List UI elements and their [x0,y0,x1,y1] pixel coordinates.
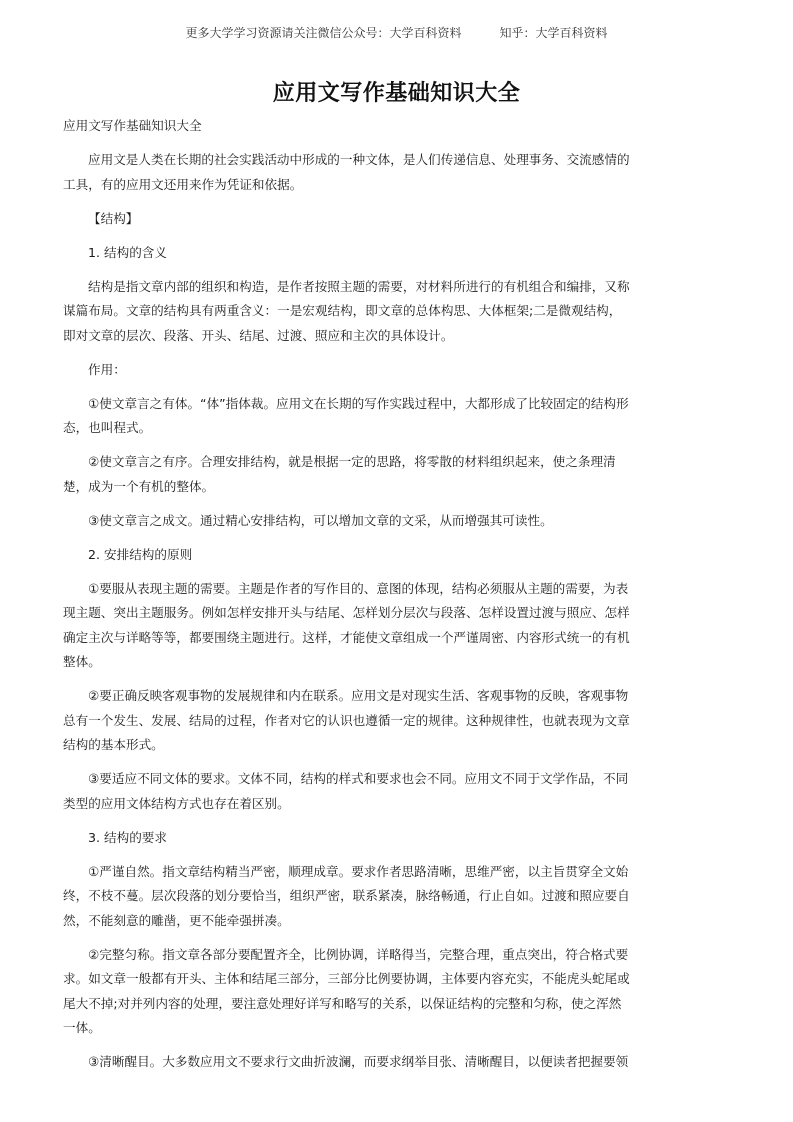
paragraph-line: ②使文章言之有序。合理安排结构，就是根据一定的思路，将零散的材料组织起来，使之条理清 [88,454,616,469]
paragraph-line: ①严谨自然。指文章结构精当严密，顺理成章。要求作者思路清晰，思维严密，以主旨贯穿全文始 [88,863,629,879]
paragraph-line: ③清晰醒目。大多数应用文不要求行文曲折波澜，而要求纲举目张、清晰醒目，以便读者把握要领 [88,1054,629,1069]
paragraph-line: 求。如文章一般都有开头、主体和结尾三部分，三部分比例要协调，主体要内容充实，不能虎头蛇尾或 [63,971,630,986]
paragraph-line: ③要适应不同文体的要求。文体不同，结构的样式和要求也会不同。应用文不同于文学作品，不同 [88,771,629,786]
paragraph-line: 现主题、突出主题服务。例如怎样安排开头与结尾、怎样划分层次与段落、怎样设置过渡与照应、怎样 [63,605,630,620]
paragraph-line: 作用： [88,361,126,377]
paragraph-line: 2. 安排结构的原则 [88,546,193,562]
paragraph-line: 即对文章的层次、段落、开头、结尾、过渡、照应和主次的具体设计。 [63,327,454,343]
paragraph [63,392,643,441]
paragraph-line: ①使文章言之有体。“体”指体裁。应用文在长期的写作实践过程中，大都形成了比较固定的结构形 [88,395,629,411]
paragraph-line: ②完整匀称。指文章各部分要配置齐全，比例协调，详略得当，完整合理，重点突出，符合格式要 [88,946,629,962]
document-title: 应用文写作基础知识大全 [272,81,521,106]
paragraph-line: ③使文章言之成文。通过精心安排结构，可以增加文章的文采，从而增强其可读性。 [88,512,553,528]
paragraph-line: 结构的基本形式。 [63,737,164,752]
paragraph-line: 1. 结构的含义 [88,244,167,260]
document-body [63,114,643,1084]
paragraph [63,684,643,758]
header-right-text: 知乎：大学百科资料 [499,26,608,40]
paragraph [63,207,643,232]
paragraph [63,1050,643,1075]
paragraph-line: ①要服从表现主题的需要。主题是作者的写作目的、意图的体现，结构必须服从主题的需要，为表 [88,580,629,596]
paragraph [63,509,643,534]
paragraph-line: 终，不枝不蔓。层次段落的划分要恰当，组织严密，联系紧凑，脉络畅通，行止自如。过渡和照应要自 [63,888,630,903]
paragraph-line: 一体。 [63,1020,101,1035]
paragraph-line: 类型的应用文体结构方式也存在着区别。 [63,795,290,811]
paragraph-line: 整体。 [63,654,101,669]
paragraph [63,450,643,499]
paragraph-line: ②要正确反映客观事物的发展规律和内在联系。应用文是对现实生活、客观事物的反映，客观事物 [88,688,629,703]
paragraph-line: 然，不能刻意的雕凿，更不能牵强拼凑。 [63,912,290,928]
paragraph [63,241,643,266]
paragraph-line: 楚，成为一个有机的整体。 [63,478,215,494]
paragraph-line: 【结构】 [88,210,139,226]
paragraph-line: 结构是指文章内部的组织和构造，是作者按照主题的需要，对材料所进行的有机组合和编排，又称 [88,278,630,294]
paragraph [63,358,643,383]
header-left-text: 更多大学学习资源请关注微信公众号：大学百科资料 [185,26,462,40]
paragraph [63,860,643,934]
page-header [0,24,793,41]
paragraph [63,767,643,816]
paragraph-line: 应用文是人类在长期的社会实践活动中形成的一种文体，是人们传递信息、处理事务、交流感情的 [88,152,630,167]
paragraph [63,275,643,349]
paragraph-line: 3. 结构的要求 [88,829,167,845]
paragraph [63,943,643,1041]
paragraph-line: 谋篇布局。文章的结构具有两重含义：一是宏观结构，即文章的总体构思、大体框架;二是微观结构， [63,303,622,318]
paragraph [63,148,643,197]
paragraph [63,543,643,568]
paragraph-line: 工具，有的应用文还用来作为凭证和依据。 [63,176,303,192]
paragraph [63,577,643,675]
paragraph [63,826,643,851]
paragraph-line: 态，也叫程式。 [63,420,152,435]
paragraph-line: 总有一个发生、发展、结局的过程，作者对它的认识也遵循一定的规律。这种规律性，也就表现为文章 [63,712,630,728]
paragraph-line: 尾大不掉;对并列内容的处理，要注意处理好详写和略写的关系，以保证结构的完整和匀称，使之浑然 [63,995,622,1011]
paragraph-line: 确定主次与详略等等，都要围绕主题进行。这样，才能使文章组成一个严谨周密、内容形式统一的有机 [63,629,630,645]
document-subtitle: 应用文写作基础知识大全 [63,118,202,133]
